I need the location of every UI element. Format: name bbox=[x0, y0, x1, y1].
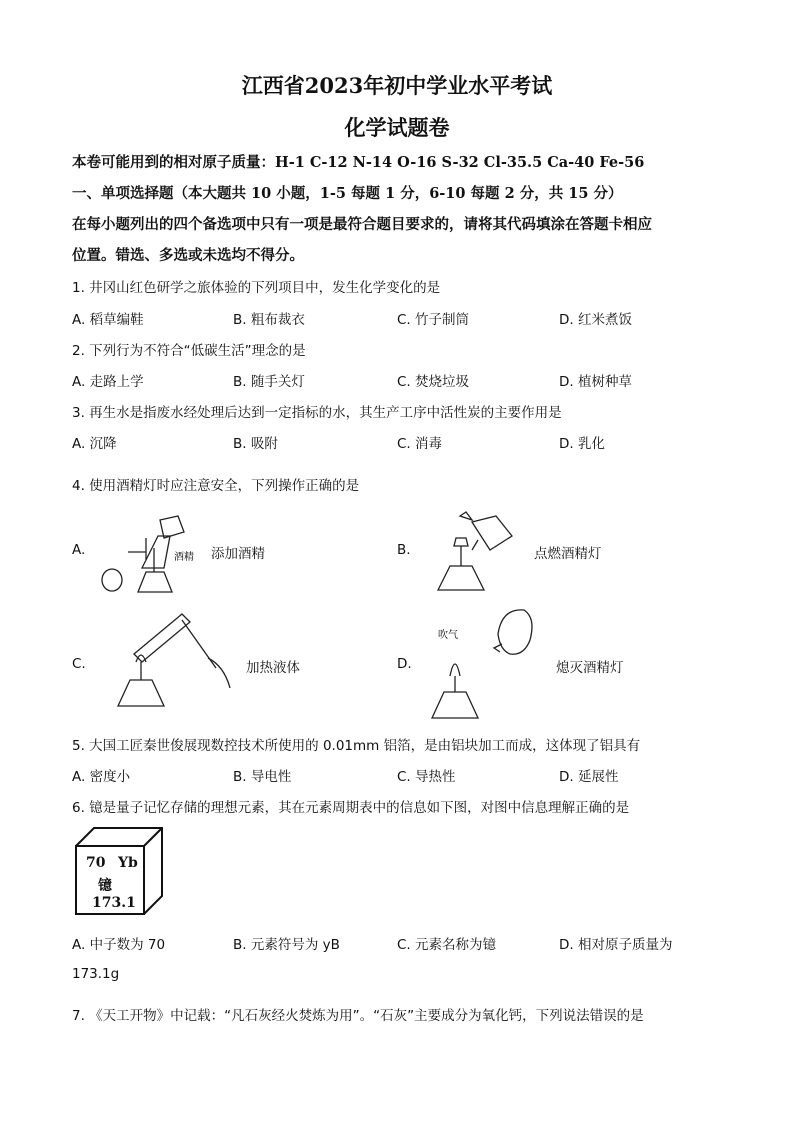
element-mass: 173.1 bbox=[92, 895, 136, 911]
q2-option-a: A. 走路上学 bbox=[72, 374, 144, 390]
question-7-stem: 7. 《天工开物》中记载：“凡石灰经火焚炼为用”。“石灰”主要成分为氧化钙，下列说法错误的是 bbox=[72, 1008, 644, 1024]
q5-option-b: B. 导电性 bbox=[233, 769, 292, 785]
q6-option-a: A. 中子数为 70 bbox=[72, 937, 166, 953]
q5-option-d: D. 延展性 bbox=[559, 769, 619, 785]
q4-option-d-figure bbox=[420, 604, 538, 722]
q3-option-a: A. 沉降 bbox=[72, 436, 117, 452]
q4-option-d-caption: 熄灭酒精灯 bbox=[556, 660, 624, 676]
q3-option-d: D. 乳化 bbox=[559, 436, 605, 452]
question-5-stem: 5. 大国工匠秦世俊展现数控技术所使用的 0.01mm 铝箔，是由铝块加工而成，这体现了铝具有 bbox=[72, 738, 641, 754]
question-1-stem: 1. 井冈山红色研学之旅体验的下列项目中，发生化学变化的是 bbox=[72, 280, 441, 296]
q4-option-c-figure bbox=[112, 610, 240, 710]
q6-option-b: B. 元素符号为 yB bbox=[233, 937, 340, 953]
q1-option-d: D. 红米煮饭 bbox=[559, 312, 632, 328]
section-heading: 一、单项选择题（本大题共 10 小题，1-5 每题 1 分，6-10 每题 2 分，共 15 分） bbox=[72, 185, 623, 202]
question-3-stem: 3. 再生水是指废水经处理后达到一定指标的水，其生产工序中活性炭的主要作用是 bbox=[72, 405, 562, 421]
q6-option-d-continuation: 173.1g bbox=[72, 966, 120, 982]
question-2-stem: 2. 下列行为不符合“低碳生活”理念的是 bbox=[72, 343, 306, 359]
q4-option-c-caption: 加热液体 bbox=[246, 660, 300, 676]
q4-option-a-letter: A. bbox=[72, 542, 86, 558]
q4-option-d-letter: D. bbox=[397, 656, 412, 672]
q4-option-b-caption: 点燃酒精灯 bbox=[534, 546, 602, 562]
q4-option-a-caption: 添加酒精 bbox=[211, 546, 265, 562]
element-name: 镱 bbox=[98, 878, 112, 894]
element-atomic-number: 70 bbox=[86, 855, 106, 871]
q2-option-b: B. 随手关灯 bbox=[233, 374, 305, 390]
question-4-stem: 4. 使用酒精灯时应注意安全，下列操作正确的是 bbox=[72, 478, 360, 494]
q5-option-a: A. 密度小 bbox=[72, 769, 131, 785]
atomic-masses: 本卷可能用到的相对原子质量：H-1 C-12 N-14 O-16 S-32 Cl-35.5 Ca-40 Fe-56 bbox=[72, 154, 645, 171]
q2-option-d: D. 植树种草 bbox=[559, 374, 632, 390]
q1-option-a: A. 稻草编鞋 bbox=[72, 312, 144, 328]
q4-option-c-letter: C. bbox=[72, 656, 86, 672]
q1-option-b: B. 粗布裁衣 bbox=[233, 312, 305, 328]
question-6-stem: 6. 镱是量子记忆存储的理想元素，其在元素周期表中的信息如下图，对图中信息理解正确的是 bbox=[72, 800, 630, 816]
q2-option-c: C. 焚烧垃圾 bbox=[397, 374, 470, 390]
q4-d-breath-label: 吹气 bbox=[438, 630, 458, 641]
q3-option-b: B. 吸附 bbox=[233, 436, 278, 452]
q6-option-c: C. 元素名称为镱 bbox=[397, 937, 497, 953]
section-instruction-line2: 位置。错选、多选或未选均不得分。 bbox=[72, 247, 304, 264]
q1-option-c: C. 竹子制筒 bbox=[397, 312, 470, 328]
q3-option-c: C. 消毒 bbox=[397, 436, 443, 452]
q4-option-a-figure bbox=[98, 508, 208, 594]
q5-option-c: C. 导热性 bbox=[397, 769, 456, 785]
q6-option-d: D. 相对原子质量为 bbox=[559, 937, 673, 953]
q4-a-bottle-label: 酒精 bbox=[174, 552, 194, 563]
exam-title: 江西省2023年初中学业水平考试 bbox=[241, 73, 553, 98]
q4-option-b-letter: B. bbox=[397, 542, 411, 558]
q4-option-b-figure bbox=[432, 510, 527, 592]
exam-subtitle: 化学试题卷 bbox=[344, 115, 450, 140]
element-symbol: Yb bbox=[118, 855, 138, 871]
section-instruction-line1: 在每小题列出的四个备选项中只有一项是最符合题目要求的，请将其代码填涂在答题卡相应 bbox=[72, 216, 652, 233]
